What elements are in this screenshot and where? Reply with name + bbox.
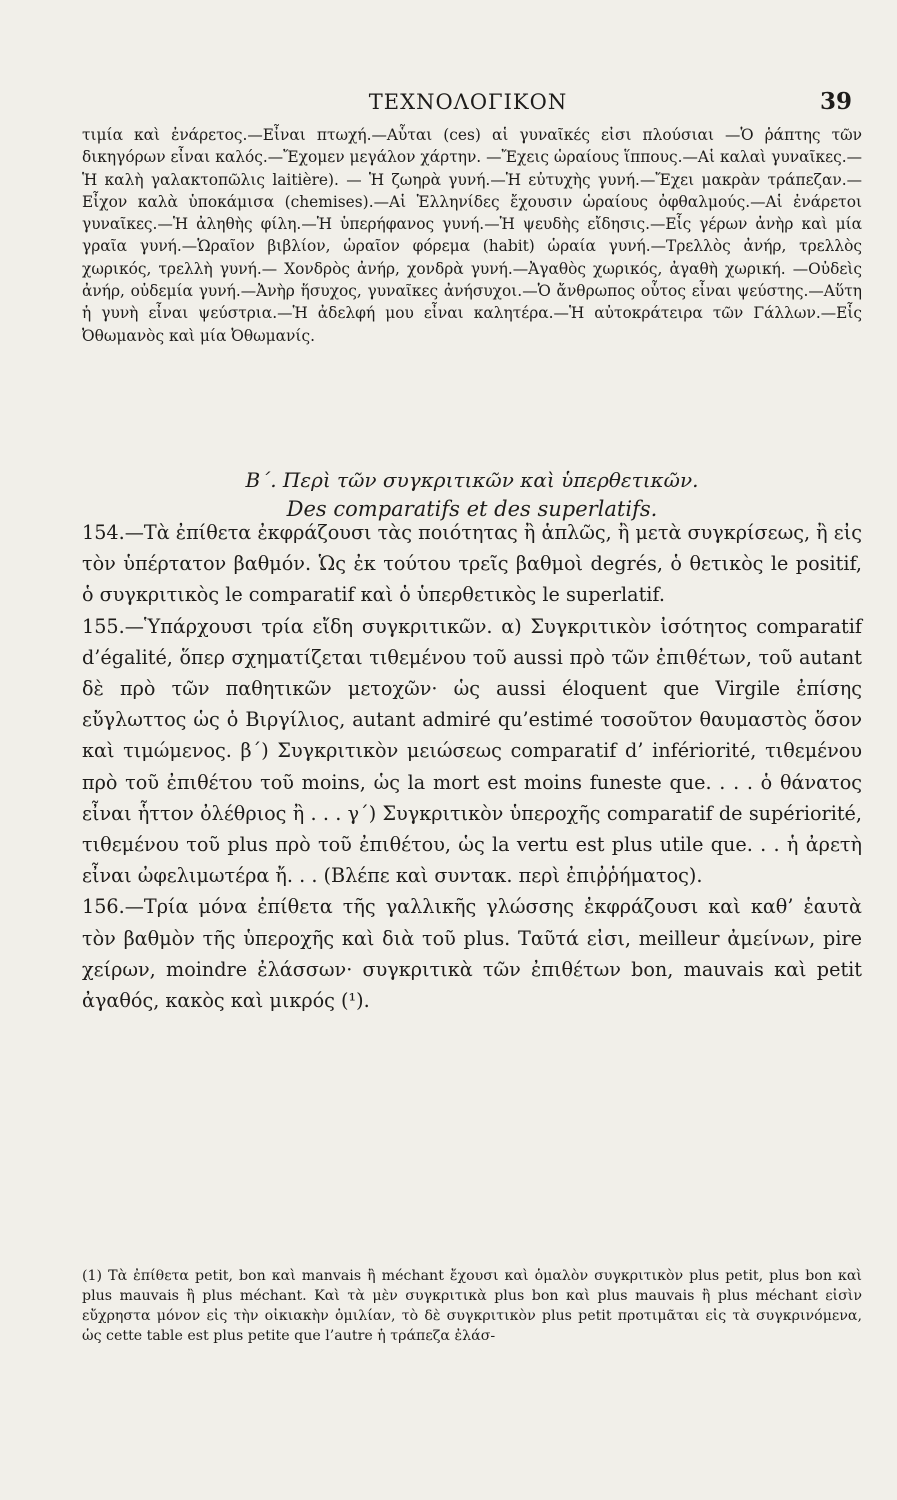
page-number: 39 (819, 88, 852, 115)
paragraph-154: 154.—Τὰ ἐπίθετα ἐκφράζουσι τὰς ποιότητας ἢ ἁπλῶς, ἢ μετὰ συγκρίσεως, ἢ εἰς τὸν ὑπέρτατον βαθμόν. Ὡς ἐκ τούτου τρεῖς βαθμοὶ degrés, ὁ θετικὸς le positif, ὁ συγκριτικὸς le comparatif καὶ ὁ ὑπερθετικὸς le superlatif. (82, 521, 862, 607)
running-title: ΤΕΧΝΟΛΟΓΙΚΟΝ (368, 90, 568, 114)
paragraph-155: 155.—Ὑπάρχουσι τρία εἴδη συγκριτικῶν. α) Συγκριτικὸν ἰσότητος comparatif d’égalité, ὅπερ σχηματίζεται τιθεμένου τοῦ aussi πρὸ τῶν ἐπιθέτων, τοῦ autant δὲ πρὸ τῶν παθητικῶν μετοχῶν· ὡς aussi éloquent que Virgile ἐπίσης εὔγλωττος ὡς ὁ Βιργίλιος, autant admiré qu’estimé τοσοῦτον θαυμαστὸς ὅσον καὶ τιμώμενος. β΄) Συγκριτικὸν μειώσεως comparatif d’ infériorité, τιθεμένου πρὸ τοῦ ἐπιθέτου τοῦ moins, ὡς la mort est moins funeste que. . . . ὁ θάνατος εἶναι ἧττον ὀλέθριος ἢ . . . γ΄) Συγκριτικὸν ὑπεροχῆς comparatif de supériorité, τιθεμένου τοῦ plus πρὸ τοῦ ἐπιθέτου, ὡς la vertu est plus utile que. . . ἡ ἀρετὴ εἶναι ὠφελιμωτέρα ἤ. . . (Βλέπε καὶ συντακ. περὶ ἐπιῤῥήματος). (82, 614, 862, 888)
french-heading: Des comparatifs et des superlatifs. (286, 497, 658, 521)
exercise-text-block (82, 124, 862, 347)
main-text (82, 517, 862, 1016)
exercise-text: τιμία καὶ ἐνάρετος.—Εἶναι πτωχή.—Αὗται (ces) αἱ γυναῖκές εἰσι πλούσιαι —Ὁ ῥάπτης τῶν δικηγόρων εἶναι καλός.—Ἔχομεν μεγάλον χάρτην. —Ἔχεις ὡραίους ἵππους.—Αἱ καλαὶ γυναῖκες.—Ἡ καλὴ γαλακτοπῶλις laitière). — Ἡ ζωηρὰ γυνή.—Ἡ εὐτυχὴς γυνή.—Ἔχει μακρὰν τράπεζαν.— Εἶχον καλὰ ὑποκάμισα (chemises).—Αἱ Ἑλληνίδες ἔχουσιν ὡραίους ὀφθαλμούς.—Αἱ ἐνάρετοι γυναῖκες.—Ἡ ἀληθὴς φίλη.—Ἡ ὑπερήφανος γυνή.—Ἡ ψευδὴς εἴδησις.—Εἷς γέρων ἀνὴρ καὶ μία γραῖα γυνή.—Ὡραῖον βιβλίον, ὡραῖον φόρεμα (habit) ὡραία γυνή.—Τρελλὸς ἀνήρ, τρελλὸς χωρικός, τρελλὴ γυνή.— Χονδρὸς ἀνήρ, χονδρὰ γυνή.—Ἀγαθὸς χωρικός, ἀγαθὴ χωρική. —Οὐδεὶς ἀνήρ, οὐδεμία γυνή.—Ἀνὴρ ἥσυχος, γυναῖκες ἀνήσυχοι.—Ὁ ἄνθρωπος οὗτος εἶναι ψεύστης.—Αὕτη ἡ γυνὴ εἶναι ψεύστρια.—Ἡ ἀδελφή μου εἶναι καλητέρα.—Ἡ αὐτοκράτειρα τῶν Γάλλων.—Εἷς Ὀθωμανὸς καὶ μία Ὀθωμανίς. (82, 126, 862, 345)
footnote-text: (1) Τὰ ἐπίθετα petit, bon καὶ manvais ἢ méchant ἔχουσι καὶ ὁμαλὸν συγκριτικὸν plus petit, plus bon καὶ plus mauvais ἢ plus méchant. Καὶ τὰ μὲν συγκριτικὰ plus bon καὶ plus mauvais ἢ plus méchant εἰσὶν εὔχρηστα μόνον εἰς τὴν οἰκιακὴν ὁμιλίαν, τὸ δὲ συγκριτικὸν plus petit προτιμᾶται εἰς τὰ συγκρινόμενα, ὡς cette table est plus petite que l’autre ἡ τράπεζα ἐλάσ- (82, 1268, 862, 1344)
section-heading (82, 466, 862, 524)
paragraph-156: 156.—Τρία μόνα ἐπίθετα τῆς γαλλικῆς γλώσσης ἐκφράζουσι καὶ καθ’ ἑαυτὰ τὸν βαθμὸν τῆς ὑπεροχῆς καὶ διὰ τοῦ plus. Ταῦτά εἰσι, meilleur ἀμείνων, pire χείρων, moindre ἐλάσσων· συγκριτικὰ τῶν ἐπιθέτων bon, mauvais καὶ petit ἀγαθός, κακὸς καὶ μικρός (¹). (82, 895, 862, 1013)
page-header (78, 90, 858, 120)
footnote (82, 1266, 862, 1346)
greek-heading: Β΄. Περὶ τῶν συγκριτικῶν καὶ ὑπερθετικῶν. (245, 468, 699, 492)
